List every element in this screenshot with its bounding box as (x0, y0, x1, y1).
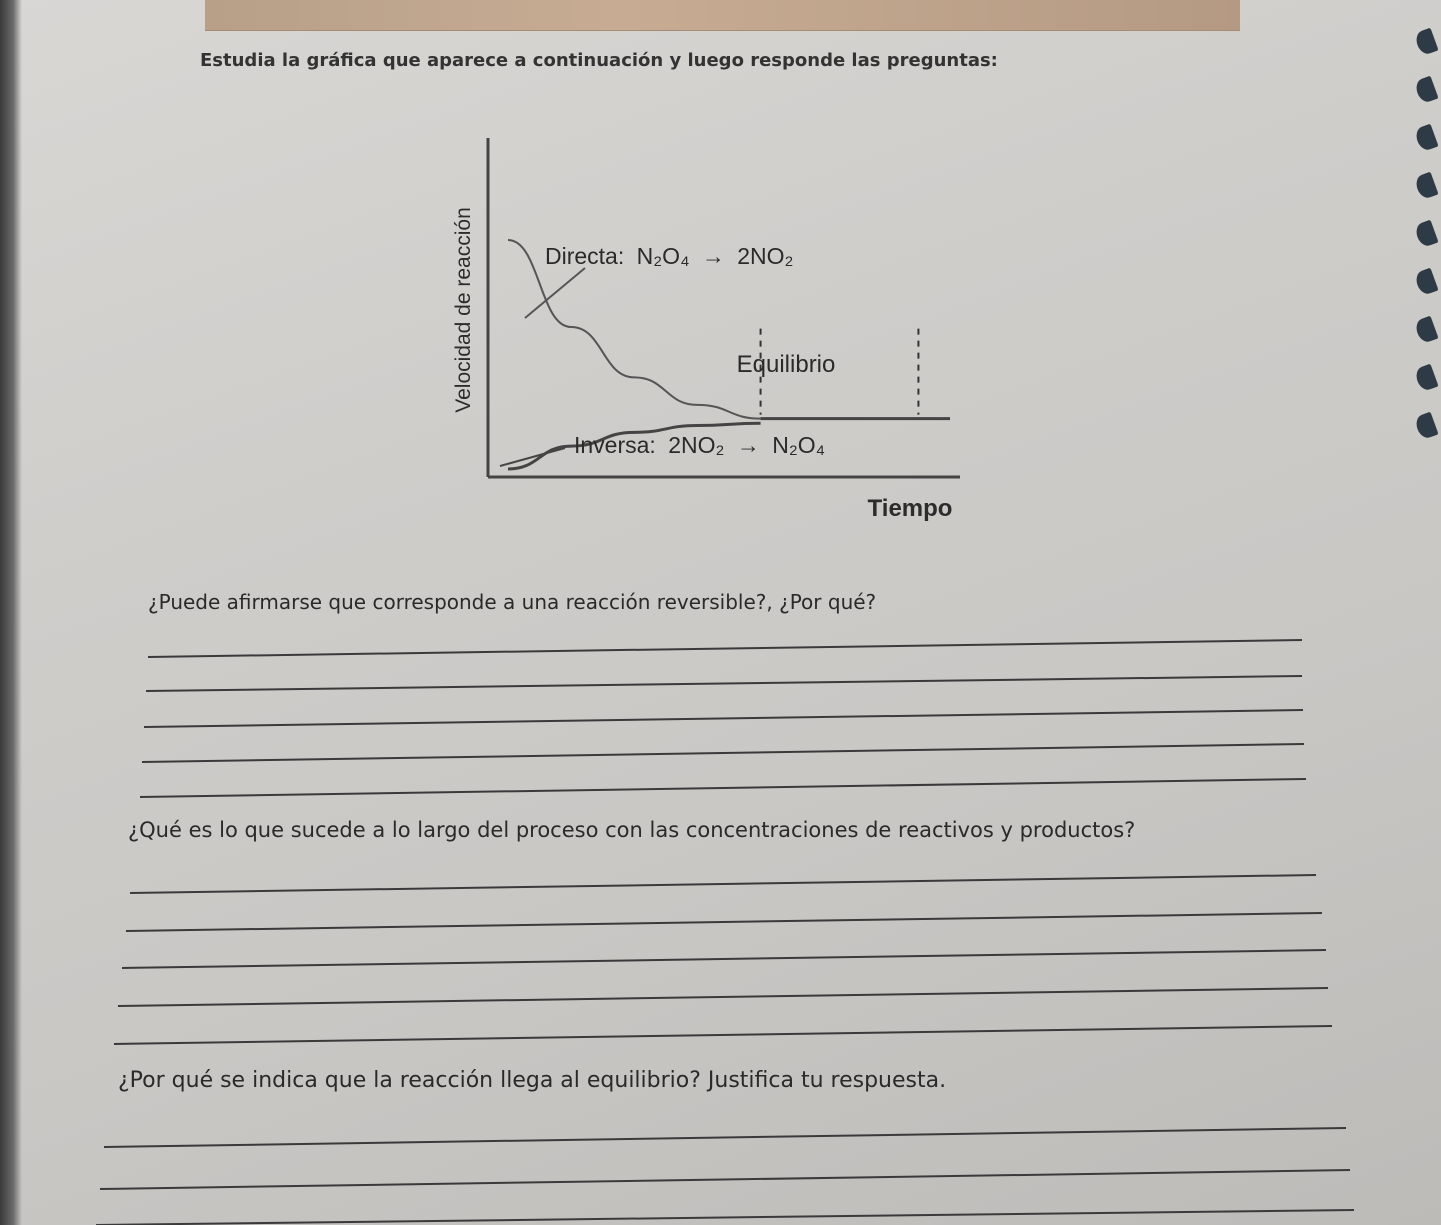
reaction-rate-chart (440, 120, 1000, 540)
answer-line-q1-4[interactable] (142, 744, 1304, 762)
spiral-binding (1411, 0, 1441, 1225)
answer-line-q3-2[interactable] (100, 1170, 1350, 1189)
answer-line-q2-3[interactable] (122, 950, 1326, 968)
inversa-label: Inversa: 2NO₂ → N₂O₄ (574, 432, 826, 458)
answer-line-q2-5[interactable] (114, 1026, 1332, 1044)
answer-line-q1-1[interactable] (148, 640, 1302, 657)
x-axis-label: Tiempo (867, 495, 953, 522)
answer-line-q1-5[interactable] (140, 779, 1306, 797)
question-1: ¿Puede afirmarse que corresponde a una reacción reversible?, ¿Por qué? (148, 590, 877, 614)
answer-line-q3-3[interactable] (96, 1210, 1354, 1225)
directa-label-pointer (525, 268, 585, 318)
y-axis-label: Velocidad de reacción (452, 207, 475, 413)
question-3: ¿Por qué se indica que la reacción llega al equilibrio? Justifica tu respuesta. (118, 1068, 947, 1093)
answer-line-q2-2[interactable] (126, 913, 1322, 931)
instructions-text: Estudia la gráfica que aparece a continuación y luego responde las preguntas: (200, 50, 998, 71)
answer-line-q2-4[interactable] (118, 988, 1328, 1006)
answer-line-q1-2[interactable] (146, 676, 1302, 691)
answer-line-q2-1[interactable] (130, 875, 1316, 893)
answer-line-q1-3[interactable] (144, 710, 1303, 727)
equilibrio-label: Equilibrio (736, 351, 836, 378)
header-decoration (205, 0, 1240, 31)
directa-label: Directa: N₂O₄ → 2NO₂ (545, 243, 794, 269)
photo-edge-left (0, 0, 22, 1225)
answer-line-q3-1[interactable] (104, 1128, 1346, 1147)
question-2: ¿Qué es lo que sucede a lo largo del proceso con las concentraciones de reactivos y productos? (128, 818, 1136, 842)
